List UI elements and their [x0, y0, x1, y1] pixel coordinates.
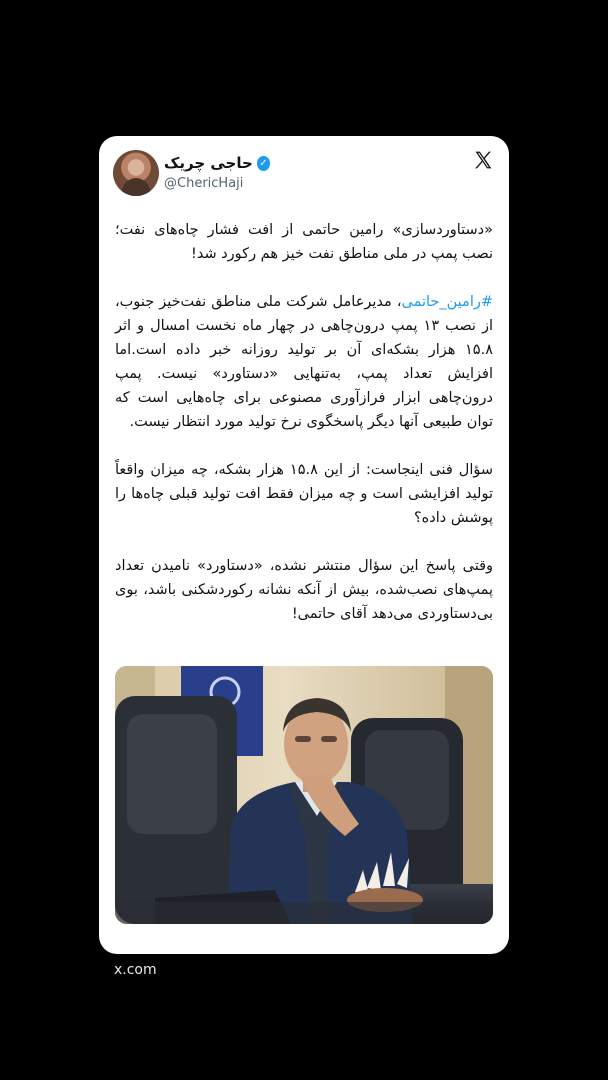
photo-illustration	[115, 666, 493, 924]
check-badge-icon: ✓	[257, 156, 270, 171]
tweet-text	[115, 218, 493, 650]
name-row	[164, 152, 270, 174]
tweet-paragraph-text: ، مدیرعامل شرکت ملی مناطق نفت‌خیز جنوب، از نصب ۱۳ پمپ درون‌چاهی در چهار ماه نخست امسال و اثر ۱۵.۸ هزار بشکه‌ای آن بر تولید روزانه خبر داده است.اما افزایش تعداد پمپ، به‌تنهایی «دستاورد» نیست. پمپ درون‌چاهی ابزار فرازآوری مصنوعی برای چاه‌هایی است که توان طبیعی آنها دیگر پاسخگوی نرخ تولید مورد انتظار نیست.	[115, 294, 493, 430]
tweet-photo[interactable]	[115, 666, 493, 924]
user-handle[interactable]: @ChericHaji	[164, 176, 244, 191]
display-name[interactable]: حاجی چریک	[164, 154, 253, 172]
author-block[interactable]	[164, 152, 364, 200]
source-link[interactable]: x.com	[114, 962, 157, 978]
tweet-header	[99, 136, 509, 212]
x-logo-icon[interactable]	[473, 150, 493, 170]
tweet-paragraph: سؤال فنی اینجاست: از این ۱۵.۸ هزار بشکه، چه میزان واقعاً تولید افزایشی است و چه میزان فقط افت تولید قبلی چاه‌ها را پوشش داده؟	[115, 462, 493, 526]
avatar[interactable]	[113, 150, 159, 196]
tweet-paragraph	[115, 290, 493, 434]
tweet-paragraph: وقتی پاسخ این سؤال منتشر نشده، «دستاورد» نامیدن تعداد پمپ‌های نصب‌شده، بیش از آنکه نشانه رکوردشکنی باشد، بوی بی‌دستاوردی می‌دهد آقای حاتمی!	[115, 558, 493, 622]
tweet-paragraph: «دستاوردسازی» رامین حاتمی از افت فشار چاه‌های نفت؛ نصب پمپ در ملی مناطق نفت خیز هم رکورد شد!	[115, 222, 493, 262]
hashtag-link[interactable]: #رامین_حاتمی	[401, 294, 493, 310]
tweet-card	[99, 136, 509, 954]
